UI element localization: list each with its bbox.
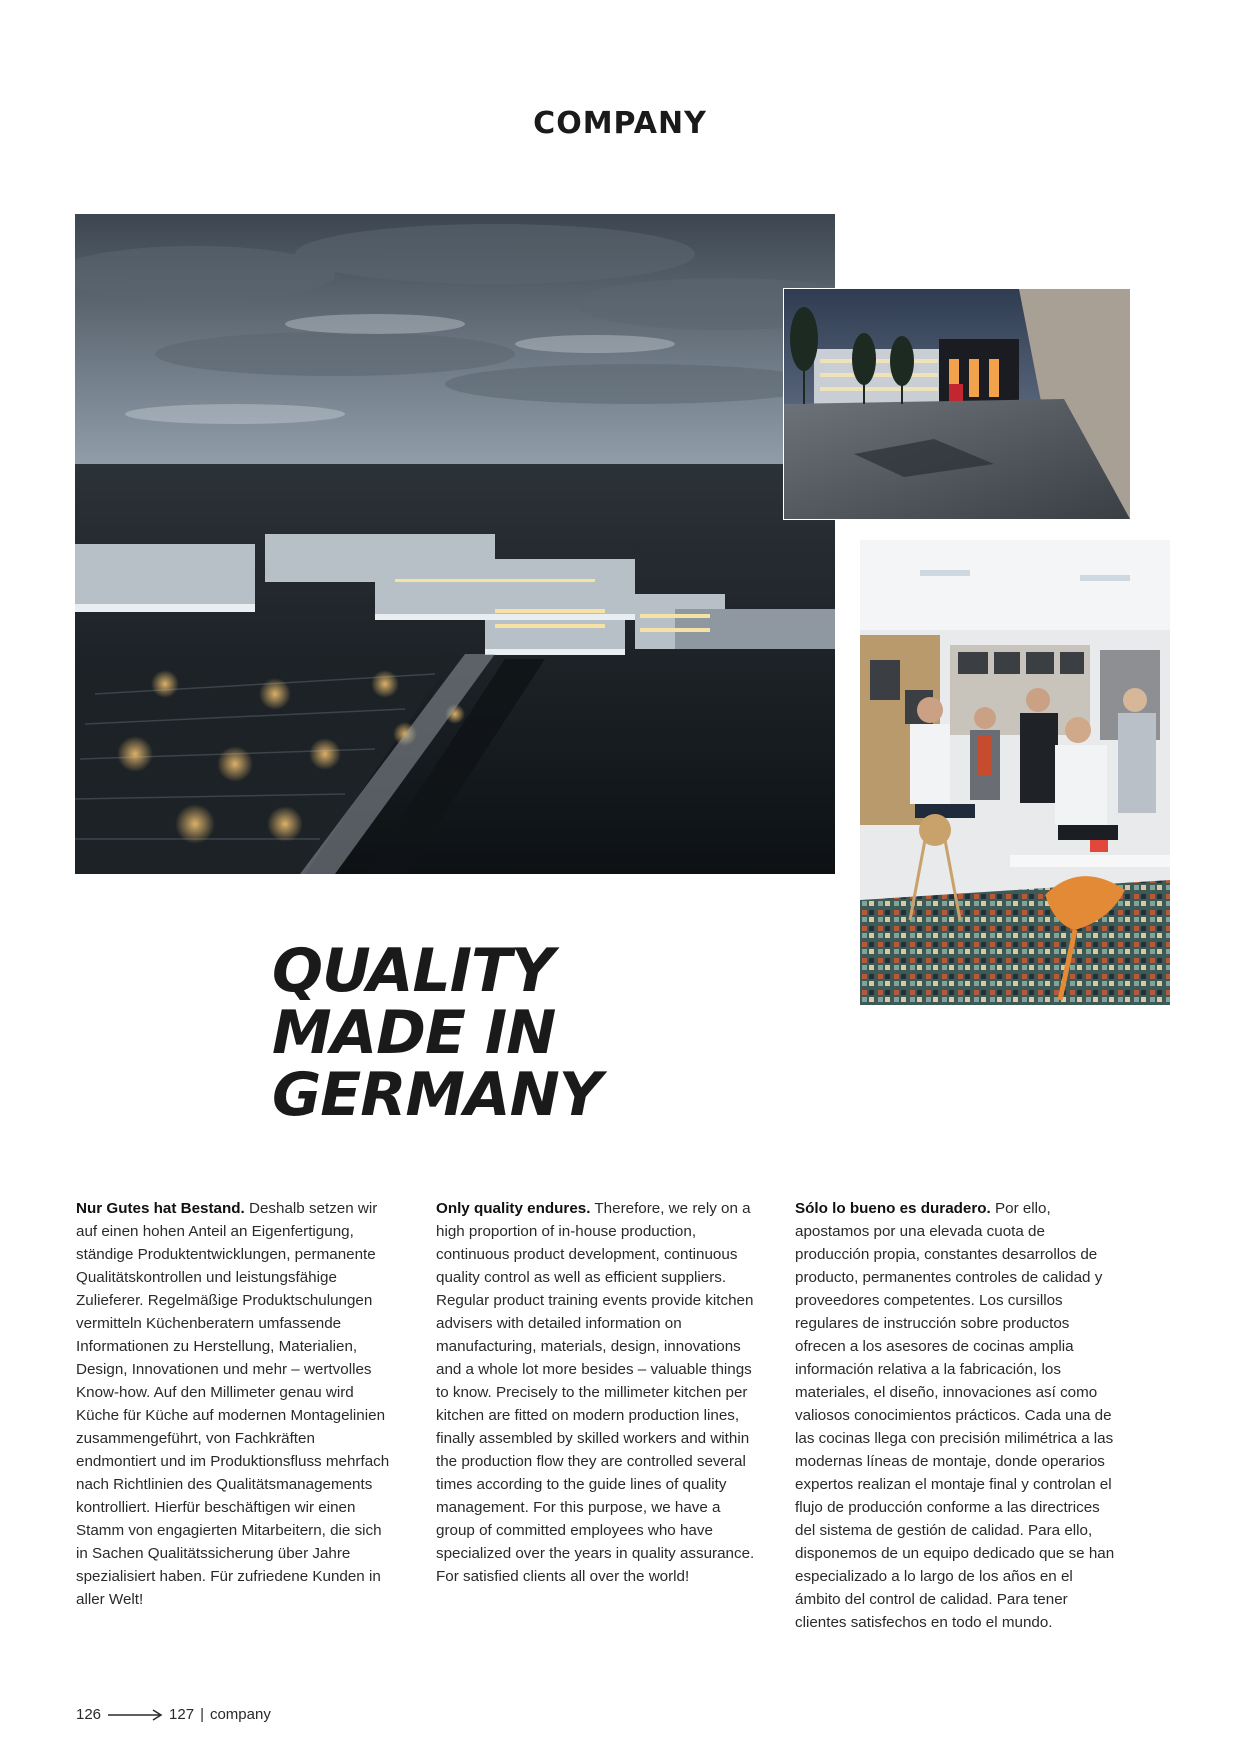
footer-section-label: company (209, 1706, 271, 1723)
column-lead: Sólo lo bueno es duradero. (795, 1200, 991, 1217)
section-title: COMPANY (533, 106, 707, 141)
column-body: Therefore, we rely on a high proportion of in-house production, continuous product development, continuous quality control as well as efficient suppliers. Regular product training events provide kitchen advisers with detailed information on manufacturing, materials, design, innovations and a whole lot more besides – valuable things to know. Precisely to the millimeter kitchen per kitchen are fitted on modern production lines, finally assembled by skilled workers and within the production flow they are controlled several times according to the guide lines of quality management. For this purpose, we have a group of committed employees who have specialized over the years in quality assurance. For satisfied clients all over the world! (436, 1200, 755, 1585)
column-lead: Only quality endures. (436, 1200, 591, 1217)
text-column-spanish (795, 1197, 1115, 1634)
building-dusk-photo (784, 289, 1130, 519)
text-column-german (76, 1197, 396, 1611)
arrow-right-icon (107, 1708, 163, 1722)
headline-line-1: QUALITY (272, 936, 554, 1006)
office-team-photo (860, 540, 1170, 1005)
page-number-right: 127 (169, 1706, 195, 1723)
headline-line-2: MADE IN (272, 998, 556, 1068)
footer-separator: | (200, 1706, 204, 1723)
aerial-factory-photo (75, 214, 835, 874)
column-body: Deshalb setzen wir auf einen hohen Anteil an Eigenfertigung, ständige Produktentwicklungen, permanente Qualitätskontrollen und leistungsfähige Zulieferer. Regelmäßige Produktschulungen vermitteln Küchenberatern umfassende Informationen zu Herstellung, Materialien, Design, Innovationen und mehr – wertvolles Know-how. Auf den Millimeter genau wird Küche für Küche auf modernen Montagelinien zusammengeführt, von Fachkräften endmontiert und im Produktionsfluss mehrfach nach Richtlinien des Qualitätsmanagements kontrolliert. Hierfür beschäftigen wir einen Stamm von engagierten Mitarbeitern, die sich in Sachen Qualitätssicherung über Jahre spezialisiert haben. Für zufriedene Kunden in aller Welt! (76, 1200, 390, 1608)
page-footer (76, 1706, 271, 1723)
column-body: Por ello, apostamos por una elevada cuota de producción propia, constantes desarrollos de producto, permanentes controles de calidad y proveedores competentes. Los cursillos regulares de instrucción sobre productos ofrecen a los asesores de cocinas amplia información relativa a la fabricación, los materiales, el diseño, innovaciones así como valiosos conocimientos prácticos. Cada una de las cocinas llega con precisión milimétrica a las modernas líneas de montaje, donde operarios expertos realizan el montaje final y controlan el flujo de producción conforme a las directrices del sistema de gestión de calidad. Para ello, disponemos de un equipo dedicado que se han especializado a lo largo de los años en el ámbito del control de calidad. Para tener clientes satisfechos en todo el mundo. (795, 1200, 1115, 1631)
headline (272, 936, 602, 1130)
headline-line-3: GERMANY (272, 1060, 602, 1130)
page-number-left: 126 (76, 1706, 102, 1723)
text-column-english (436, 1197, 756, 1588)
column-lead: Nur Gutes hat Bestand. (76, 1200, 245, 1217)
